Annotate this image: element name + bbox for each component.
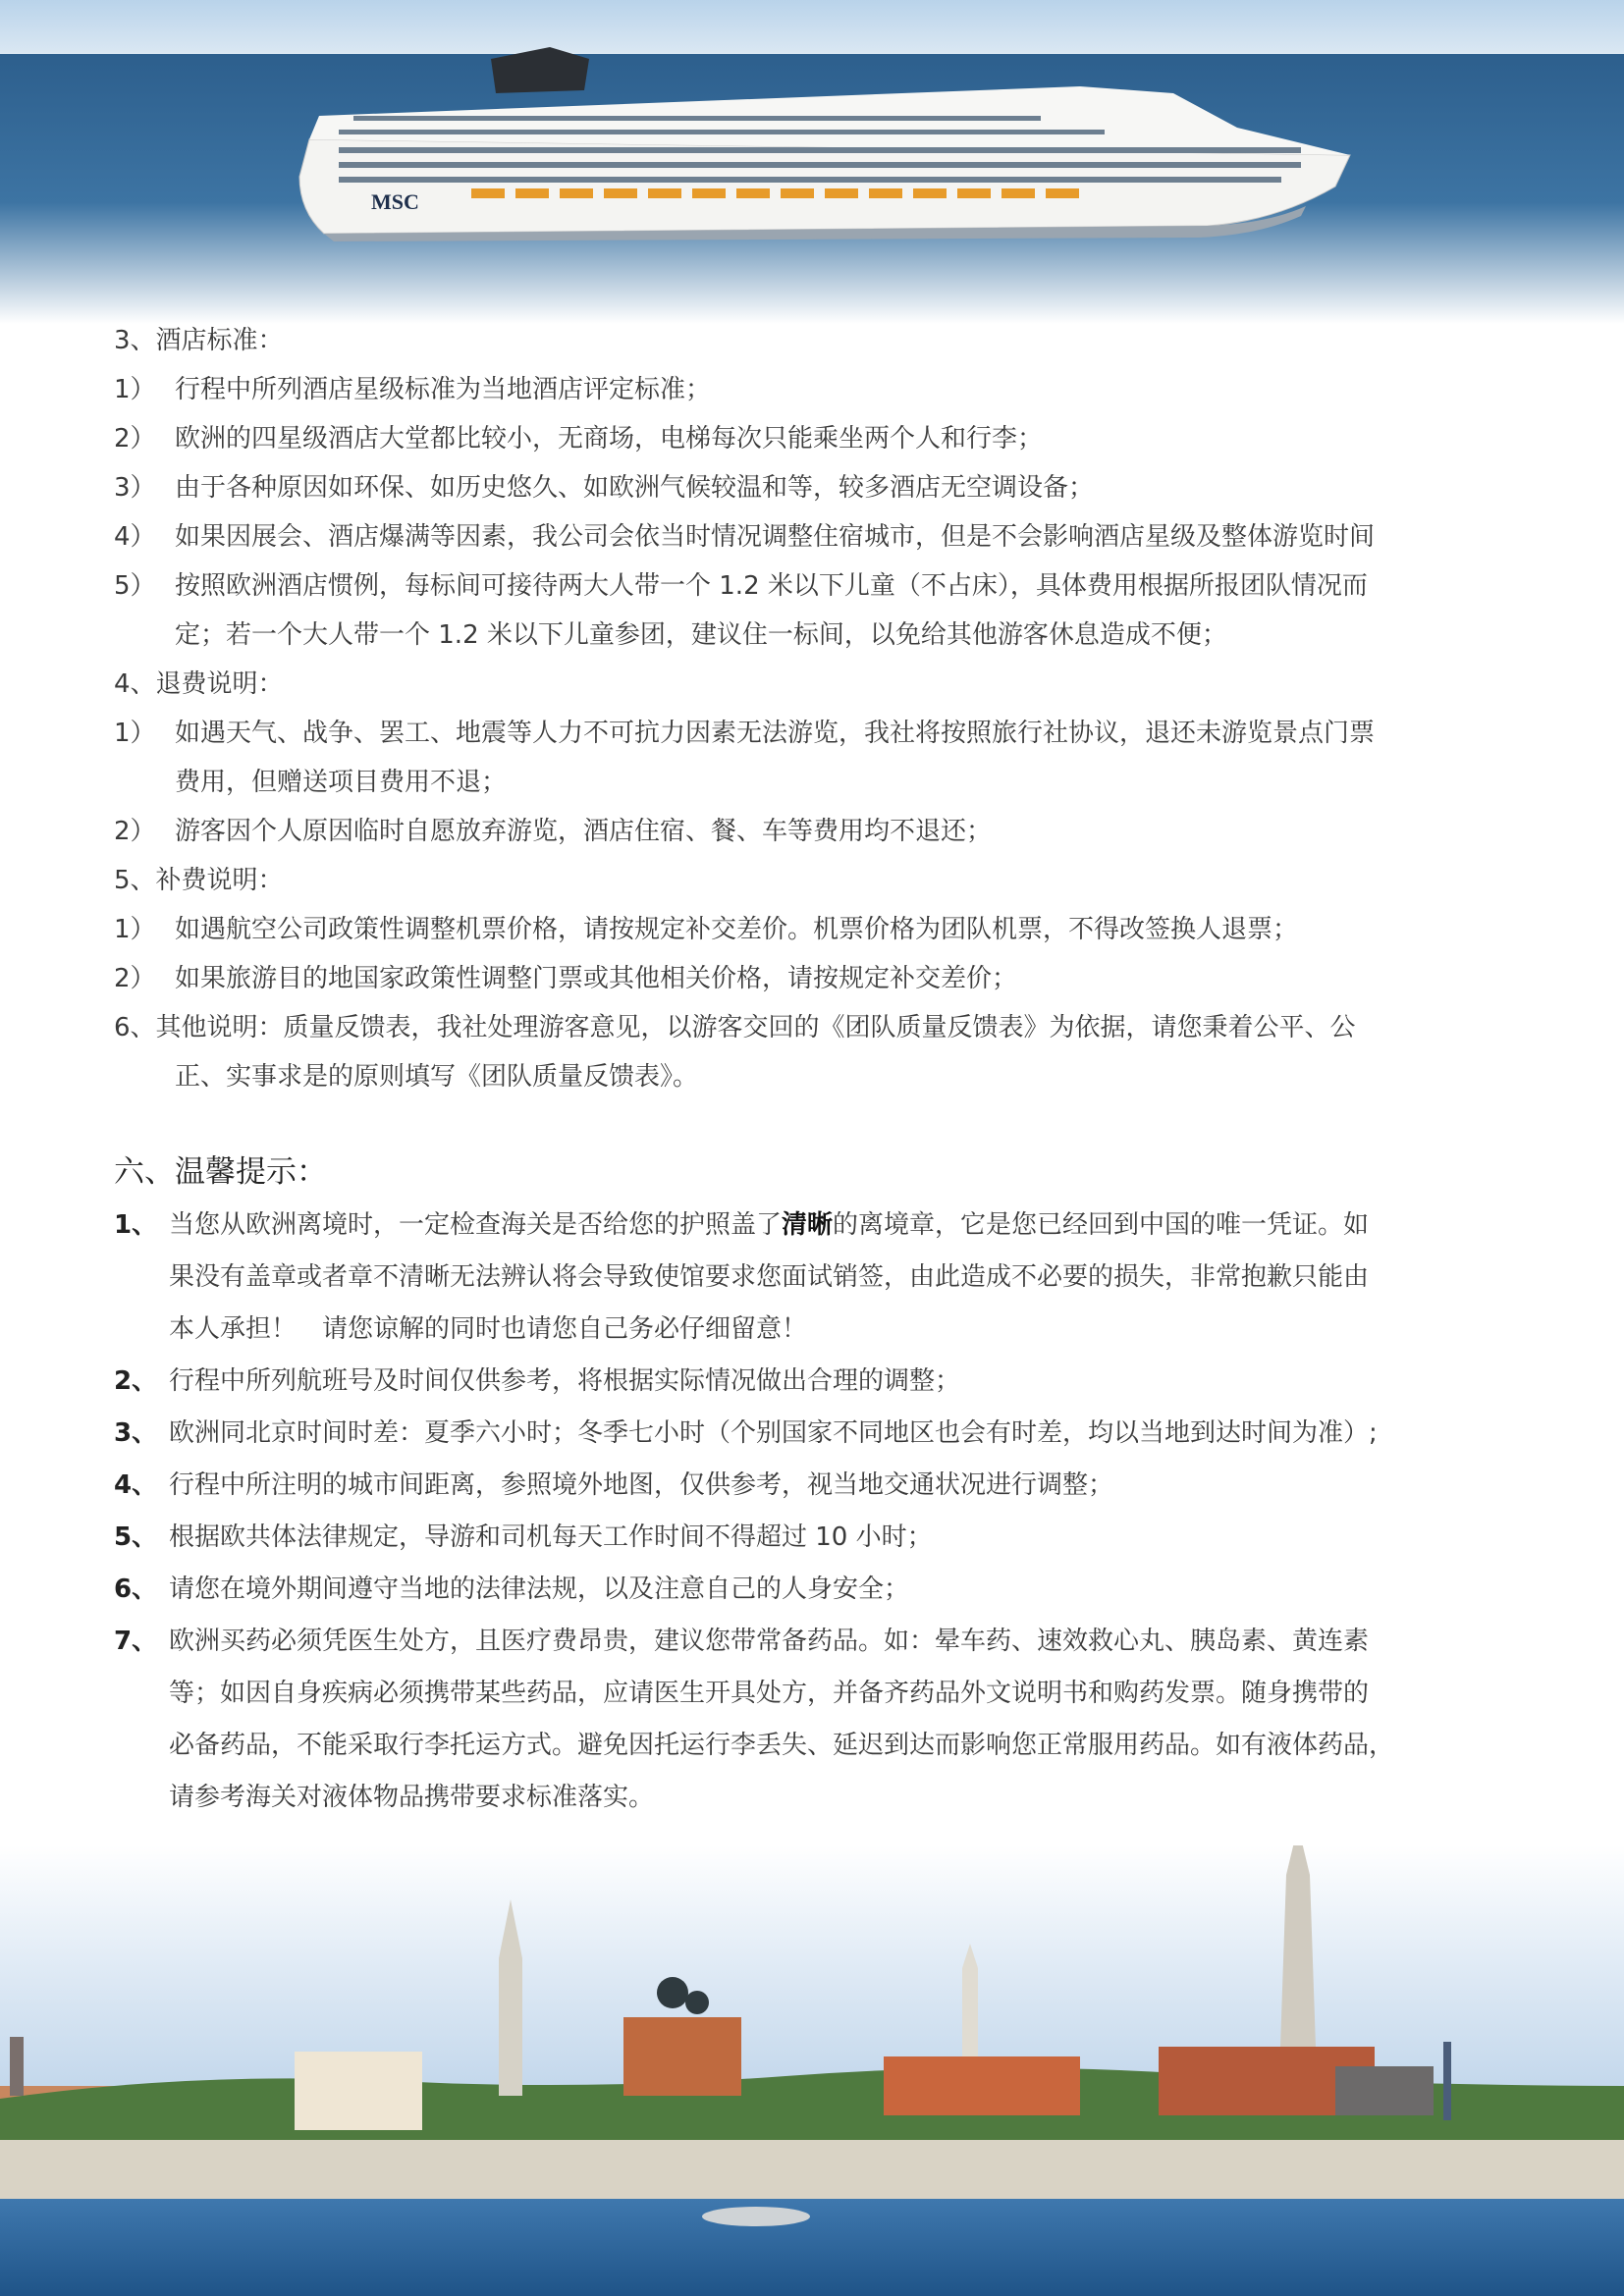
item-text: 由于各种原因如环保、如历史悠久、如欧洲气候较温和等，较多酒店无空调设备； — [175, 473, 1095, 503]
tip-item — [114, 1512, 1508, 1564]
list-item — [114, 414, 1508, 463]
city-skyline-banner — [0, 1845, 1624, 2296]
ship-name-text: MSC — [371, 189, 419, 214]
tip-number: 2、 — [114, 1366, 158, 1396]
main-content — [114, 316, 1508, 1824]
tip-continuation: 本人承担！ 请您谅解的同时也请您自己务必仔细留意！ — [169, 1314, 808, 1344]
tips-heading: 六、温馨提示： — [114, 1154, 327, 1190]
tip-text: 行程中所列航班号及时间仅供参考，将根据实际情况做出合理的调整； — [169, 1366, 961, 1396]
item-continuation: 定；若一个大人带一个 1.2 米以下儿童参团，建议住一标间，以免给其他游客休息造成不便； — [175, 620, 1227, 650]
tip-number: 3、 — [114, 1418, 158, 1448]
section-surcharge-heading: 5、补费说明： — [114, 866, 284, 895]
tip-number: 7、 — [114, 1627, 158, 1656]
cruise-ship-banner — [0, 0, 1624, 324]
item-number: 1） — [114, 719, 156, 748]
list-item — [114, 512, 1508, 561]
item-number: 2） — [114, 964, 156, 993]
item-text: 如果因展会、酒店爆满等因素，我公司会依当时情况调整住宿城市，但是不会影响酒店星级及整体游览时间 — [175, 522, 1376, 552]
tip-number: 4、 — [114, 1470, 158, 1500]
item-text: 按照欧洲酒店惯例，每标间可接待两大人带一个 1.2 米以下儿童（不占床），具体费用根据所报团队情况而 — [175, 571, 1368, 601]
tip-continuation: 必备药品，不能采取行李托运方式。避免因托运行李丢失、延迟到达而影响您正常服用药品。如有液体药品， — [169, 1731, 1395, 1760]
list-item — [114, 365, 1508, 414]
tip-number: 6、 — [114, 1575, 158, 1604]
tip-item — [114, 1564, 1508, 1616]
item-number: 4） — [114, 522, 156, 552]
tip-text: 请您在境外期间遵守当地的法律法规，以及注意自己的人身安全； — [169, 1575, 910, 1604]
tip-item — [114, 1200, 1508, 1252]
tip-text: 行程中所注明的城市间距离，参照境外地图，仅供参考，视当地交通状况进行调整； — [169, 1470, 1114, 1500]
item-number: 5） — [114, 571, 156, 601]
section-other-line: 6、其他说明：质量反馈表，我社处理游客意见，以游客交回的《团队质量反馈表》为依据，请您秉着公平、公 — [114, 1013, 1356, 1042]
item-text: 欧洲的四星级酒店大堂都比较小，无商场，电梯每次只能乘坐两个人和行李； — [175, 424, 1044, 454]
tip-number: 5、 — [114, 1522, 158, 1552]
tip-text — [169, 1200, 1508, 1252]
list-item — [114, 709, 1508, 758]
item-number: 3） — [114, 473, 156, 503]
tip-item — [114, 1408, 1508, 1460]
section-other-continuation: 正、实事求是的原则填写《团队质量反馈表》。 — [175, 1062, 699, 1092]
cruise-ship-image — [0, 0, 1624, 324]
list-item — [114, 561, 1508, 611]
list-item — [114, 954, 1508, 1003]
list-item — [114, 905, 1508, 954]
tip-text: 欧洲同北京时间时差：夏季六小时；冬季七小时（个别国家不同地区也会有时差，均以当地到达时间为准）; — [169, 1418, 1378, 1448]
item-number: 2） — [114, 424, 156, 454]
list-item — [114, 463, 1508, 512]
tip-text-part: 的离境章，它是您已经回到中国的唯一凭证。如 — [833, 1210, 1370, 1240]
item-number: 2） — [114, 817, 156, 846]
item-text: 如遇天气、战争、罢工、地震等人力不可抗力因素无法游览，我社将按照旅行社协议，退还未游览景点门票 — [175, 719, 1376, 748]
item-continuation: 费用，但赠送项目费用不退； — [175, 768, 508, 797]
tip-item — [114, 1616, 1508, 1668]
tip-text-part: 当您从欧洲离境时，一定检查海关是否给您的护照盖了 — [169, 1210, 783, 1240]
city-skyline-image — [0, 1845, 1624, 2296]
section-refund-heading: 4、退费说明： — [114, 669, 284, 699]
tip-text: 根据欧共体法律规定，导游和司机每天工作时间不得超过 10 小时； — [169, 1522, 933, 1552]
tip-continuation: 等；如因自身疾病必须携带某些药品，应请医生开具处方，并备齐药品外文说明书和购药发票。随身携带的 — [169, 1679, 1370, 1708]
item-text: 行程中所列酒店星级标准为当地酒店评定标准； — [175, 375, 712, 404]
item-number: 1） — [114, 915, 156, 944]
tip-continuation: 请参考海关对液体物品携带要求标准落实。 — [169, 1783, 655, 1812]
tip-bold-text: 清晰 — [782, 1210, 834, 1240]
tip-item — [114, 1460, 1508, 1512]
tip-text: 欧洲买药必须凭医生处方，且医疗费昂贵，建议您带常备药品。如：晕车药、速效救心丸、胰岛素、黄连素 — [169, 1627, 1370, 1656]
tip-continuation: 果没有盖章或者章不清晰无法辨认将会导致使馆要求您面试销签，由此造成不必要的损失，非常抱歉只能由 — [169, 1262, 1370, 1292]
item-number: 1） — [114, 375, 156, 404]
list-item — [114, 807, 1508, 856]
item-text: 游客因个人原因临时自愿放弃游览，酒店住宿、餐、车等费用均不退还； — [175, 817, 993, 846]
section-hotel-heading: 3、酒店标准： — [114, 326, 284, 355]
tip-item — [114, 1356, 1508, 1408]
tip-number: 1、 — [114, 1210, 158, 1240]
tips-list — [114, 1200, 1508, 1824]
item-text: 如果旅游目的地国家政策性调整门票或其他相关价格，请按规定补交差价； — [175, 964, 1018, 993]
item-text: 如遇航空公司政策性调整机票价格，请按规定补交差价。机票价格为团队机票，不得改签换人退票； — [175, 915, 1299, 944]
